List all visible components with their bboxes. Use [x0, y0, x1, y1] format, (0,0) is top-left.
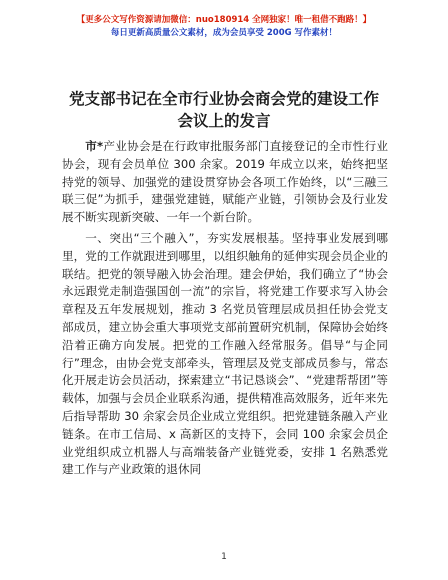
banner-line-1: 【更多公文写作资源请加微信：nuo180914 全网独家！唯一租借不跑路！】 — [76, 15, 372, 25]
document-body — [62, 138, 388, 482]
title-line-2: 会议上的发言 — [177, 112, 271, 130]
paragraph-text: 一、突出“三个融入”，夯实发展根基。坚持事业发展到哪里，党的工作就跟进到哪里，以组织触角的延伸实现会员企业的联结。把党的领导融入协会治理。建会伊始，我们确立了“协会永远跟党走制造强国创一流”的宗旨，将党建工作要求写入协会章程及五年发展规划，推动 3 名党员管理层成员担任协会党支部成员，建立协会重大事项党支部前置研究机制，保障协会始终沿着正确方向发展。把党的工作融入经常服务。倡导“与企同行”理念，由协会党支部牵头，管理层及党支部成员参与，常态化开展走访会员活动，探索建立“书记恳谈会”、“党建帮帮团”等载体，加强与会员企业联系沟通，提供精准高效服务，近年来先后指导帮助 30 余家会员企业成立党组织。把党建链条融入产业链条。在市工信局、x 高新区的支持下，会同 100 余家会员企业党组织成立机器人与高端装备产业链党委，安排 1 名熟悉党建工作与产业政策的退休同 — [62, 230, 388, 477]
page-number: 1 — [221, 552, 227, 562]
title-line-1: 党支部书记在全市行业协会商会党的建设工作 — [68, 90, 379, 108]
paragraph-section-1 — [62, 230, 388, 479]
paragraph-intro — [62, 138, 388, 227]
paragraph-lead: 市* — [85, 139, 104, 153]
document-title — [40, 88, 408, 132]
banner-line-2: 每日更新高质量公文素材，成为会员享受 200G 写作素材！ — [110, 28, 338, 38]
header-banner — [0, 14, 448, 40]
paragraph-text: 产业协会是在行政审批服务部门直接登记的全市性行业协会，现有会员单位 300 余家。2019 年成立以来，始终把坚持党的领导、加强党的建设贯穿协会各项工作始终，以“三融三联三促”为抓手，建强党建链，赋能产业链，引领协会及行业发展不断实现新突破、一年一个新台阶。 — [62, 139, 388, 225]
